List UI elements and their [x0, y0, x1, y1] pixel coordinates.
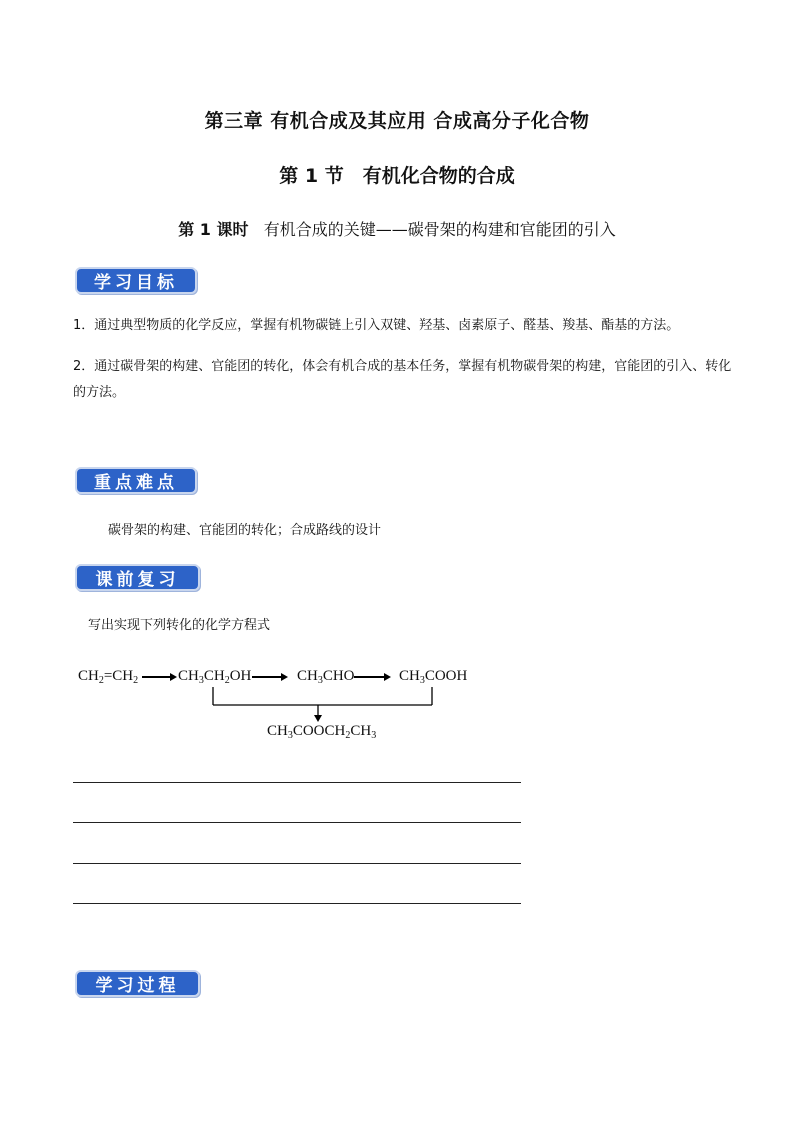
review-instruction: 写出实现下列转化的化学方程式: [88, 618, 271, 633]
reaction-arrows: [0, 660, 794, 730]
answer-line[interactable]: [73, 822, 521, 823]
answer-line[interactable]: [73, 782, 521, 783]
compound-acetic-acid: $CH_3COOH$: [399, 668, 468, 686]
lesson-number: 第 1 课时: [178, 220, 249, 239]
answer-line[interactable]: [73, 903, 521, 904]
objectives-badge: 学习目标: [75, 267, 197, 294]
review-badge: 课前复习: [75, 564, 200, 591]
answer-line[interactable]: [73, 863, 521, 864]
key-points-text: 碳骨架的构建、官能团的转化；合成路线的设计: [108, 523, 382, 538]
process-badge: 学习过程: [75, 970, 200, 997]
compound-acetaldehyde: $CH_3CHO$: [297, 668, 355, 686]
objective-item-1: 1．通过典型物质的化学反应，掌握有机物碳链上引入双键、羟基、卤素原子、醛基、羧基、酯基的方法。: [73, 318, 680, 333]
key-points-badge: 重点难点: [75, 467, 197, 494]
chapter-title: 第三章 有机合成及其应用 合成高分子化合物: [204, 110, 590, 132]
compound-ethene: $CH_2=CH_2$: [78, 668, 139, 686]
compound-ethyl-acetate: $CH_3COOCH_2CH_3$: [267, 723, 377, 741]
section-title: 第 1 节 有机化合物的合成: [279, 165, 515, 187]
lesson-title: [0, 217, 794, 240]
objective-item-2: 2．通过碳骨架的构建、官能团的转化，体会有机合成的基本任务，掌握有机物碳骨架的构建，官能团的引入、转化的方法。: [73, 359, 732, 400]
compound-ethanol: $CH_3CH_2OH$: [178, 668, 252, 686]
lesson-topic: 有机合成的关键——碳骨架的构建和官能团的引入: [263, 220, 616, 239]
